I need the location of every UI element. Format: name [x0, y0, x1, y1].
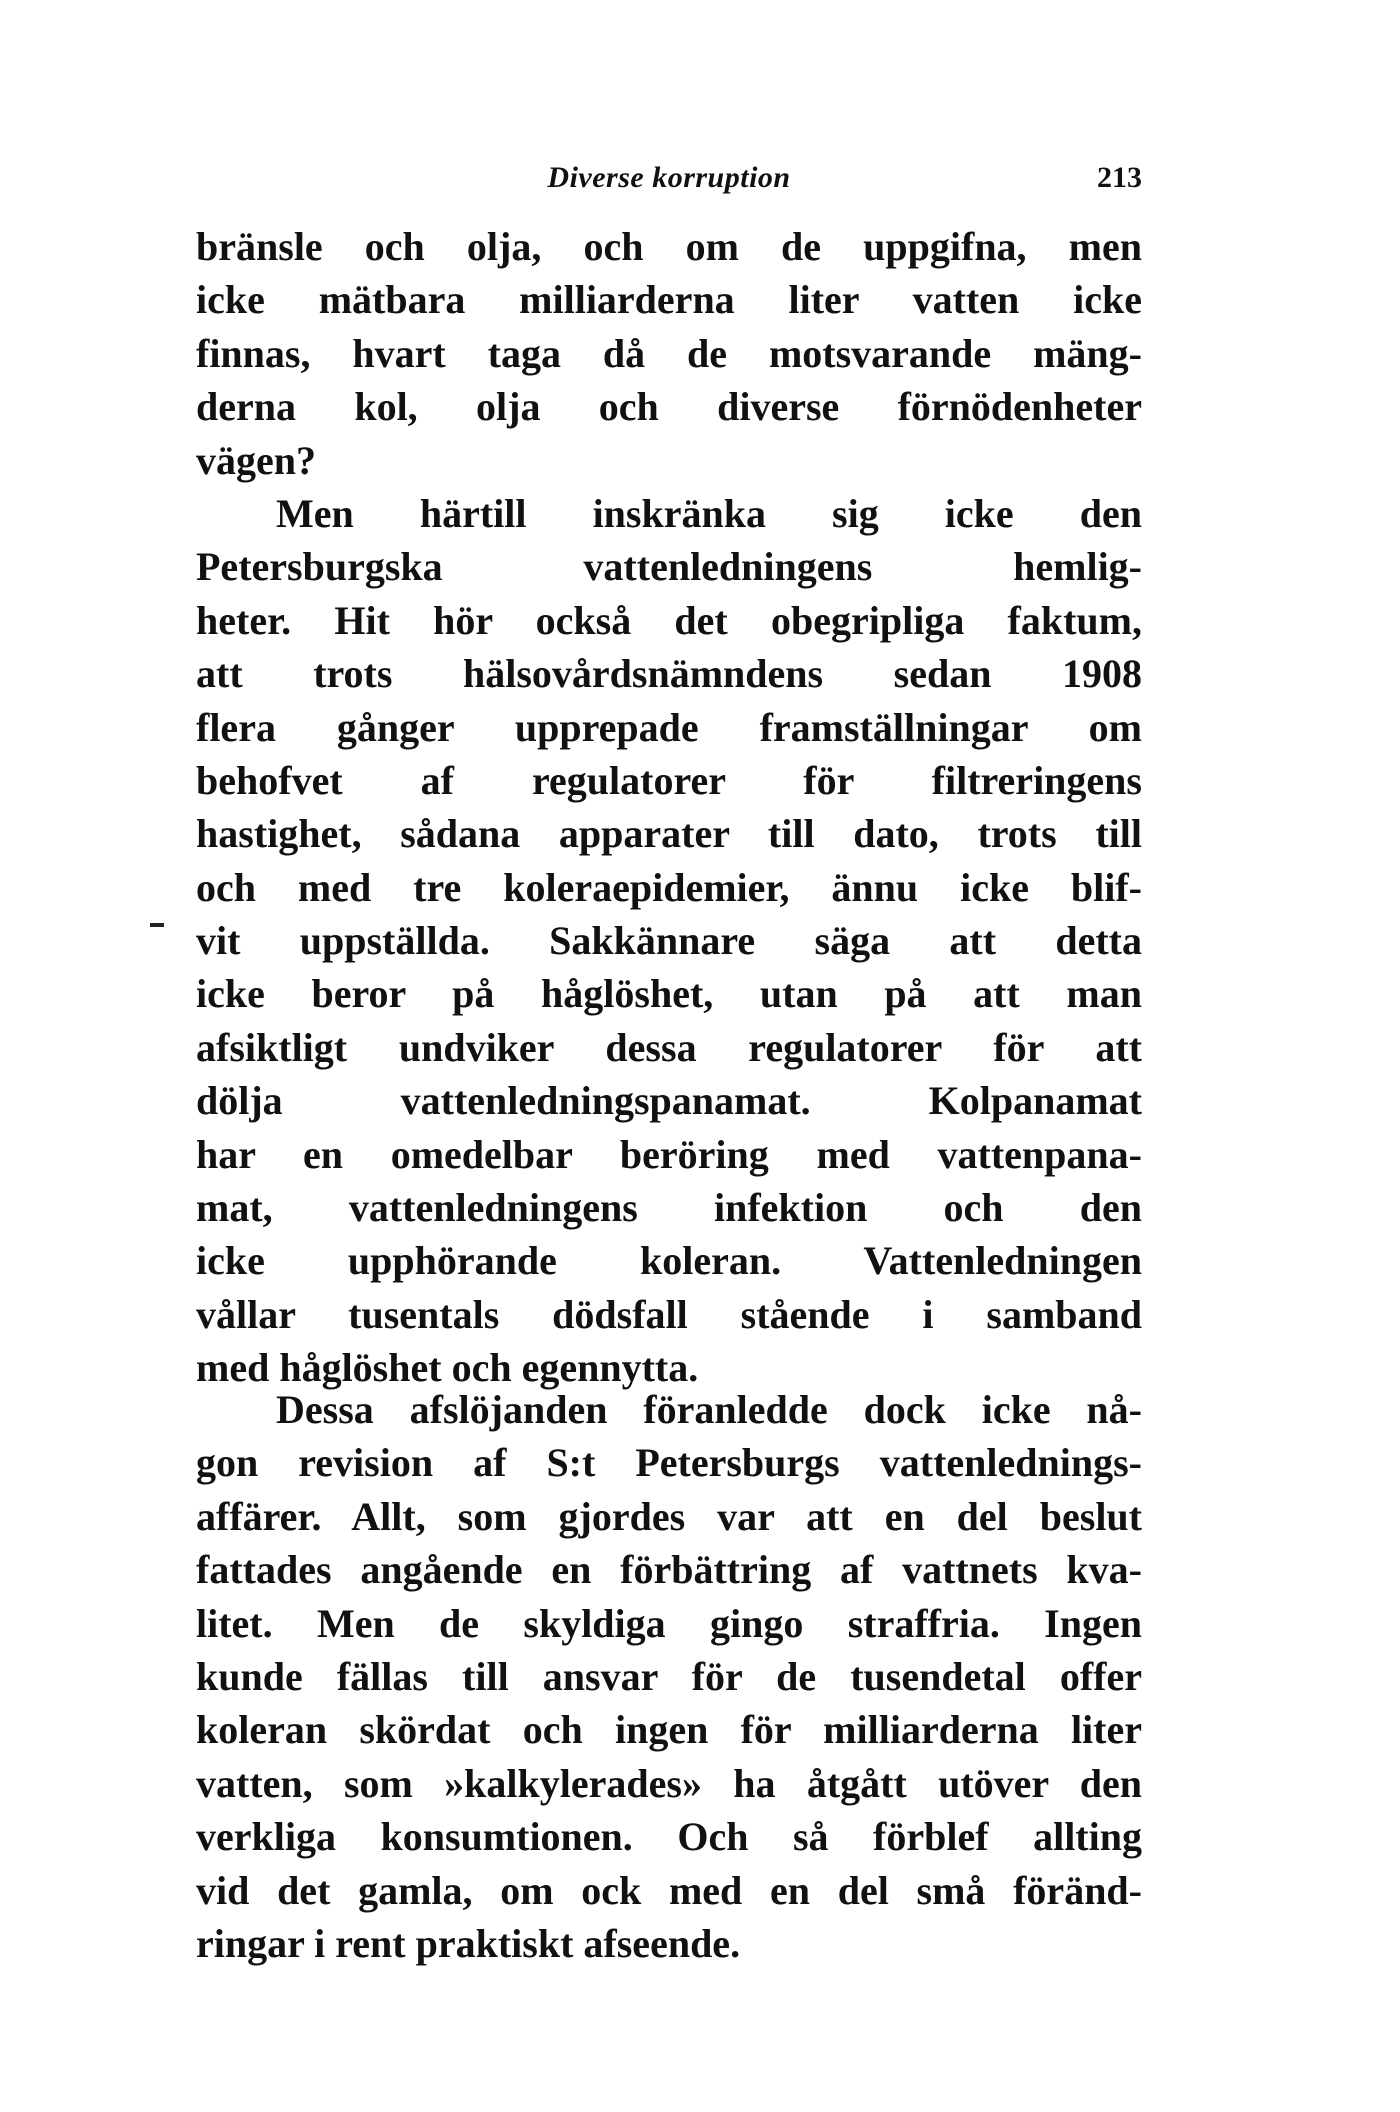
text-line: gon revision af S:t Petersburgs vattenlednings-	[196, 1440, 1142, 1486]
text-line: Men härtill inskränka sig icke den	[276, 490, 1142, 536]
paragraph-2	[196, 1383, 1142, 1970]
text-line: afsiktligt undviker dessa regulatorer för att	[196, 1024, 1142, 1070]
text-line: icke beror på håglöshet, utan på att man	[196, 971, 1142, 1017]
text-line: heter. Hit hör också det obegripliga faktum,	[196, 597, 1142, 643]
running-title: Diverse korruption	[547, 161, 791, 194]
margin-dash-mark	[150, 923, 164, 927]
text-line: och med tre koleraepidemier, ännu icke blif-	[196, 864, 1142, 910]
text-line: vatten, som »kalkylerades» ha åtgått utöver den	[196, 1760, 1142, 1806]
text-line: vägen?	[196, 437, 316, 483]
text-line: med håglöshet och egennytta.	[196, 1345, 699, 1391]
page-number: 213	[1097, 161, 1142, 194]
text-line: behofvet af regulatorer för filtreringens	[196, 757, 1142, 803]
text-line: icke mätbara milliarderna liter vatten icke	[196, 277, 1142, 323]
text-line: koleran skördat och ingen för milliarderna liter	[196, 1707, 1142, 1753]
running-head	[196, 158, 1142, 198]
text-line: vit uppställda. Sakkännare säga att detta	[196, 918, 1142, 964]
text-line: vid det gamla, om ock med en del små föränd-	[196, 1867, 1142, 1913]
text-line: litet. Men de skyldiga gingo straffria. Ingen	[196, 1600, 1142, 1646]
text-line: mat, vattenledningens infektion och den	[196, 1185, 1142, 1231]
text-line: vållar tusentals dödsfall stående i samband	[196, 1291, 1142, 1337]
text-line: flera gånger upprepade framställningar om	[196, 704, 1142, 750]
paragraph-1	[196, 220, 1142, 1395]
text-line: Dessa afslöjanden föranledde dock icke nå-	[276, 1387, 1142, 1432]
text-line: finnas, hvart taga då de motsvarande mäng-	[196, 330, 1142, 376]
text-line: kunde fällas till ansvar för de tusendetal offer	[196, 1653, 1142, 1699]
text-line: dölja vattenledningspanamat. Kolpanamat	[196, 1078, 1142, 1124]
text-line: har en omedelbar beröring med vattenpana-	[196, 1131, 1142, 1177]
text-line: att trots hälsovårdsnämndens sedan 1908	[196, 651, 1142, 697]
text-line: derna kol, olja och diverse förnödenheter	[196, 384, 1142, 430]
text-line: Petersburgska vattenledningens hemlig-	[196, 544, 1142, 590]
text-line: fattades angående en förbättring af vattnets kva-	[196, 1547, 1142, 1593]
text-line: verkliga konsumtionen. Och så förblef allting	[196, 1814, 1142, 1860]
text-line: affärer. Allt, som gjordes var att en del beslut	[196, 1493, 1142, 1539]
text-line: icke upphörande koleran. Vattenledningen	[196, 1238, 1142, 1284]
text-line: ringar i rent praktiskt afseende.	[196, 1920, 741, 1966]
text-line: bränsle och olja, och om de uppgifna, men	[196, 224, 1142, 269]
text-line: hastighet, sådana apparater till dato, trots till	[196, 811, 1142, 857]
